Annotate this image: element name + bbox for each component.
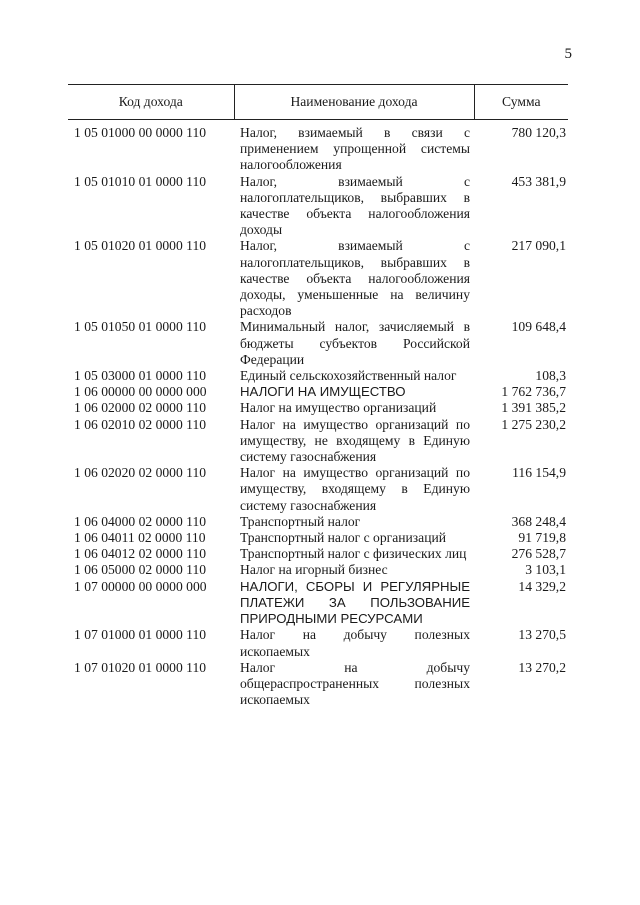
column-header-name: Наименование дохода	[234, 85, 474, 120]
cell-sum: 14 329,2	[518, 578, 566, 594]
table-row	[68, 465, 568, 514]
table-row	[68, 660, 568, 709]
cell-code: 1 05 01010 01 0000 110	[74, 173, 207, 189]
cell-name: Налог на имущество организаций по имуществу, входящему в Единую систему газоснабжения	[240, 465, 470, 513]
cell-code: 1 06 04000 02 0000 110	[74, 513, 207, 529]
cell-sum: 1 391 385,2	[501, 400, 566, 416]
table-row	[68, 562, 568, 578]
cell-code: 1 06 02020 02 0000 110	[74, 465, 207, 481]
cell-code: 1 07 00000 00 0000 000	[74, 578, 207, 594]
cell-code: 1 06 04012 02 0000 110	[74, 546, 207, 562]
cell-sum: 1 762 736,7	[501, 384, 566, 400]
cell-sum: 780 120,3	[511, 125, 566, 140]
table-row	[68, 368, 568, 384]
cell-code: 1 06 04011 02 0000 110	[74, 530, 206, 546]
table-row	[68, 530, 568, 546]
cell-code: 1 06 00000 00 0000 000	[74, 384, 207, 400]
cell-sum: 116 154,9	[512, 465, 566, 481]
table-row	[68, 400, 568, 416]
table-row	[68, 174, 568, 239]
table-header-row	[68, 85, 568, 120]
cell-name: Налог, взимаемый с налогоплательщиков, выбравших в качестве объекта налогообложения доходы, уменьшенные на величину расходов	[240, 238, 470, 319]
cell-name: НАЛОГИ, СБОРЫ И РЕГУЛЯРНЫЕ ПЛАТЕЖИ ЗА ПОЛЬЗОВАНИЕ ПРИРОДНЫМИ РЕСУРСАМИ	[240, 578, 470, 627]
cell-name: Транспортный налог с физических лиц	[240, 546, 467, 562]
cell-name: Минимальный налог, зачисляемый в бюджеты субъектов Российской Федерации	[240, 319, 470, 367]
cell-code: 1 05 03000 01 0000 110	[74, 368, 207, 384]
cell-sum: 13 270,5	[518, 627, 566, 643]
cell-name: Налог на имущество организаций	[240, 400, 437, 416]
cell-name: Единый сельскохозяйственный налог	[240, 368, 457, 384]
cell-sum: 453 381,9	[511, 173, 566, 189]
cell-sum: 217 090,1	[511, 238, 566, 254]
cell-name: Транспортный налог	[240, 513, 361, 529]
column-header-sum: Сумма	[474, 85, 568, 120]
table-body	[68, 120, 568, 709]
cell-name: Налог на добычу общераспространенных полезных ископаемых	[240, 659, 470, 708]
cell-sum: 1 275 230,2	[501, 416, 566, 432]
cell-name: Транспортный налог с организаций	[240, 530, 447, 546]
cell-code: 1 07 01020 01 0000 110	[74, 659, 207, 675]
cell-sum: 3 103,1	[525, 562, 566, 578]
cell-sum: 368 248,4	[511, 513, 566, 529]
cell-code: 1 06 02000 02 0000 110	[74, 400, 207, 416]
cell-name: Налог, взимаемый с налогоплательщиков, выбравших в качестве объекта налогообложения доходы	[240, 173, 470, 238]
cell-name: Налог на игорный бизнес	[240, 562, 388, 578]
cell-sum: 13 270,2	[518, 659, 566, 675]
cell-code: 1 06 05000 02 0000 110	[74, 562, 207, 578]
table-row	[68, 579, 568, 628]
table-row	[68, 319, 568, 368]
table-row	[68, 120, 568, 174]
page-number: 5	[564, 46, 572, 62]
income-table	[68, 84, 568, 708]
table-row	[68, 627, 568, 659]
cell-name: Налог на добычу полезных ископаемых	[240, 627, 470, 659]
cell-code: 1 06 02010 02 0000 110	[74, 416, 207, 432]
table-row	[68, 238, 568, 319]
column-header-code: Код дохода	[68, 85, 234, 120]
cell-code: 1 05 01050 01 0000 110	[74, 319, 207, 335]
table-row	[68, 417, 568, 466]
table-row	[68, 384, 568, 400]
cell-name: Налог, взимаемый в связи с применением упрощенной системы налогообложения	[240, 125, 470, 173]
table-row	[68, 514, 568, 530]
cell-name: Налог на имущество организаций по имуществу, не входящему в Единую систему газоснабжения	[240, 416, 470, 465]
cell-code: 1 05 01020 01 0000 110	[74, 238, 207, 254]
cell-code: 1 07 01000 01 0000 110	[74, 627, 207, 643]
cell-sum: 276 528,7	[511, 546, 566, 562]
cell-sum: 108,3	[535, 368, 566, 384]
cell-sum: 109 648,4	[511, 319, 566, 335]
cell-sum: 91 719,8	[518, 530, 566, 546]
table-row	[68, 546, 568, 562]
cell-name: НАЛОГИ НА ИМУЩЕСТВО	[240, 384, 406, 400]
cell-code: 1 05 01000 00 0000 110	[74, 125, 207, 140]
